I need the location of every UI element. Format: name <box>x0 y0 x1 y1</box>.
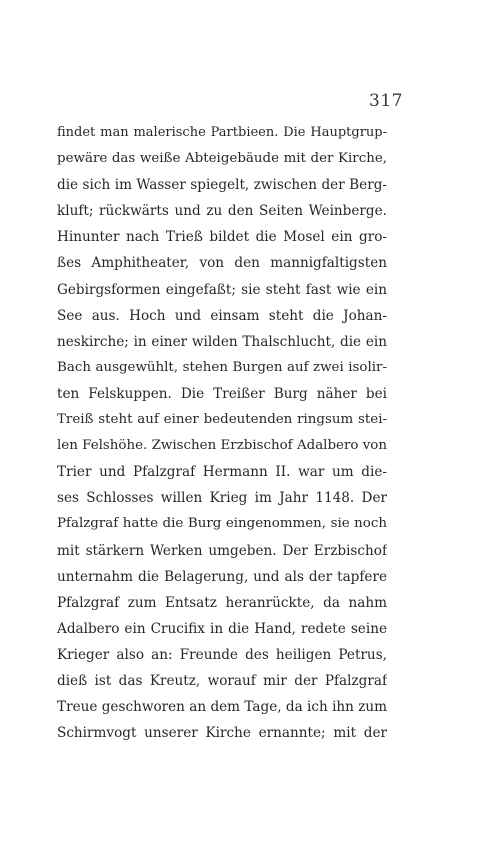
text-line: Pfalzgraf zum Entsatz heranrückte, da nahm <box>57 594 387 611</box>
text-line: Schirmvogt unserer Kirche ernannte; mit der <box>57 725 387 742</box>
text-line: findet man malerische Partbieen. Die Hauptgrup- <box>57 125 387 140</box>
text-line: unternahm die Belagerung, und als der tapfere <box>57 568 387 585</box>
text-line: pewäre das weiße Abteigebäude mit der Kirche, <box>57 151 387 167</box>
text-line: Gebirgsformen eingefaßt; sie steht fast wie ein <box>57 281 387 298</box>
text-line: ten Felskuppen. Die Treißer Burg näher bei <box>57 385 387 402</box>
text-line: kluft; rückwärts und zu den Seiten Weinberge. <box>57 203 387 220</box>
text-line: ses Schlosses willen Krieg im Jahr 1148. Der <box>57 490 387 507</box>
text-line: Adalbero ein Crucifix in die Hand, redete seine <box>57 620 387 637</box>
text-line: neskirche; in einer wilden Thalschlucht, die ein <box>57 333 387 350</box>
text-line: Bach ausgewühlt, stehen Burgen auf zwei isolir- <box>57 359 387 375</box>
text-line: ßes Amphitheater, von den mannigfaltigsten <box>57 255 387 272</box>
text-line: Pfalzgraf hatte die Burg eingenommen, sie noch <box>57 516 387 532</box>
text-line: Treiß steht auf einer bedeutenden ringsum stei- <box>57 412 387 428</box>
text-line: See aus. Hoch und einsam steht die Johan- <box>57 307 387 324</box>
text-line: Krieger also an: Freunde des heiligen Petrus, <box>57 646 387 663</box>
text-line: Trier und Pfalzgraf Hermann II. war um die- <box>57 464 387 481</box>
text-line: mit stärkern Werken umgeben. Der Erzbischof <box>57 542 387 559</box>
page-number: 317 <box>369 91 403 111</box>
text-line: dieß ist das Kreutz, worauf mir der Pfalzgraf <box>57 672 387 689</box>
text-line: Treue geschworen an dem Tage, da ich ihn zum <box>57 699 387 716</box>
text-line: Hinunter nach Trieß bildet die Mosel ein gro- <box>57 229 387 246</box>
body-text <box>57 120 387 746</box>
text-line: die sich im Wasser spiegelt, zwischen der Berg- <box>57 177 387 194</box>
text-line: len Felshöhe. Zwischen Erzbischof Adalbero von <box>57 438 387 454</box>
